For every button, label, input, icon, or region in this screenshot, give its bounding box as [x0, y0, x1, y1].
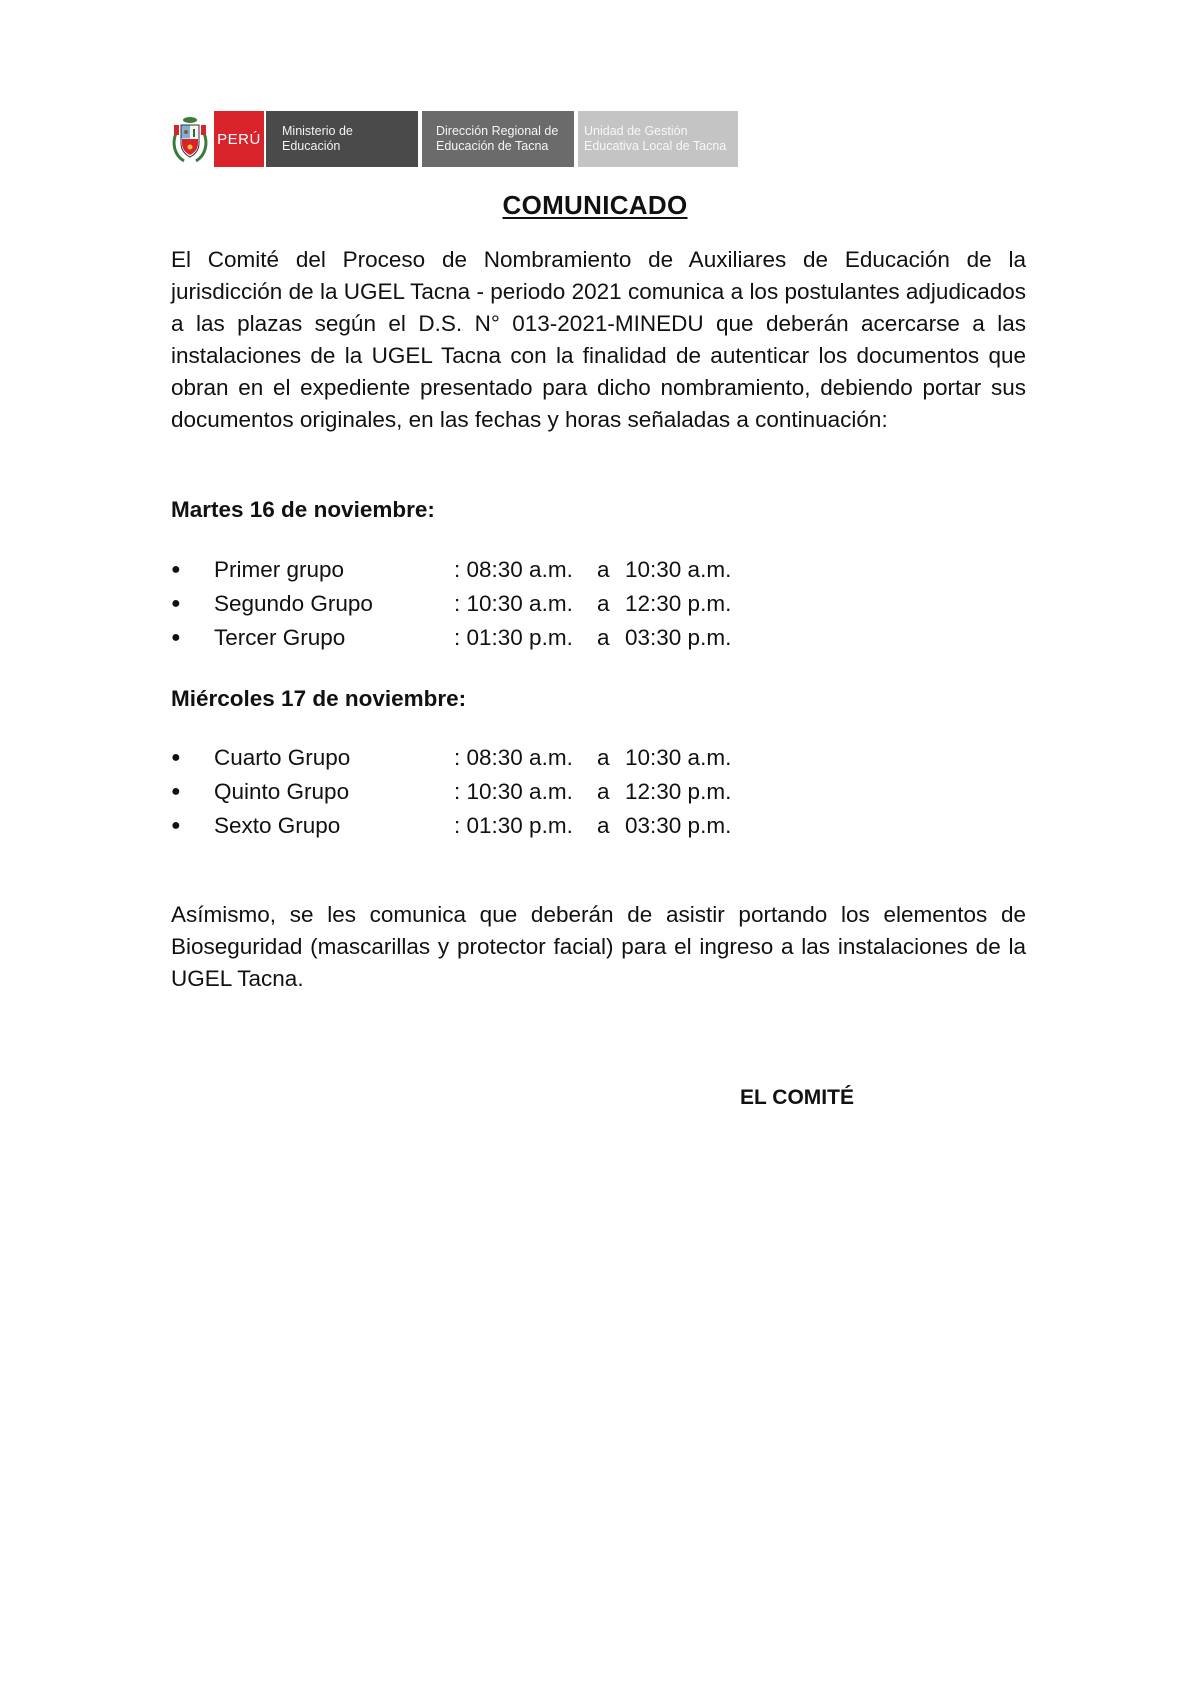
- ministerio-label: [266, 111, 418, 167]
- group-name: Tercer Grupo: [214, 625, 346, 650]
- time-to: 03:30 p.m.: [625, 813, 732, 838]
- group-name: Quinto Grupo: [214, 779, 350, 804]
- bullet-icon: ●: [171, 561, 181, 578]
- schedule-list-wednesday: [171, 741, 765, 843]
- time-separator: a: [597, 745, 610, 770]
- schedule-item: [171, 741, 765, 775]
- time-separator: a: [597, 557, 610, 582]
- intro-paragraph: El Comité del Proceso de Nombramiento de Auxiliares de Educación de la jurisdicción de la UGEL Tacna - periodo 2021 comunica a los postulantes adjudicados a las plazas según el D.S. N° 013-2021-MINEDU que deberán acercarse a las instalaciones de la UGEL Tacna con la finalidad de autenticar los documentos que obran en el expediente presentado para dicho nombramiento, debiendo portar sus documentos originales, en las fechas y horas señaladas a continuación:: [171, 247, 1026, 432]
- time-to: 10:30 a.m.: [625, 745, 732, 770]
- time-separator: a: [597, 813, 610, 838]
- time-to: 10:30 a.m.: [625, 557, 732, 582]
- time-to: 12:30 p.m.: [625, 779, 732, 804]
- direccion-line-2: Educación de Tacna: [436, 139, 549, 153]
- bullet-icon: ●: [171, 629, 181, 646]
- schedule-item: [171, 553, 765, 587]
- time-to: 03:30 p.m.: [625, 625, 732, 650]
- time-from: : 10:30 a.m.: [454, 779, 573, 804]
- unidad-label: [578, 111, 738, 167]
- time-separator: a: [597, 625, 610, 650]
- time-from: : 08:30 a.m.: [454, 745, 573, 770]
- schedule-item: [171, 809, 765, 843]
- direccion-label: [422, 111, 574, 167]
- signature: EL COMITÉ: [740, 1086, 854, 1109]
- time-to: 12:30 p.m.: [625, 591, 732, 616]
- group-name: Segundo Grupo: [214, 591, 373, 616]
- unidad-line-2: Educativa Local de Tacna: [584, 139, 727, 153]
- schedule-item: [171, 775, 765, 809]
- day-heading-wednesday: Miércoles 17 de noviembre:: [171, 686, 467, 711]
- schedule-item: [171, 621, 765, 655]
- bullet-icon: ●: [171, 783, 181, 800]
- day-heading-tuesday: Martes 16 de noviembre:: [171, 497, 435, 522]
- time-from: : 01:30 p.m.: [454, 813, 573, 838]
- peru-label: PERÚ: [214, 111, 264, 167]
- ministerio-line-2: Educación: [282, 139, 341, 153]
- group-name: Primer grupo: [214, 557, 345, 582]
- time-from: : 01:30 p.m.: [454, 625, 573, 650]
- closing-paragraph: Asímismo, se les comunica que deberán de asistir portando los elementos de Bioseguridad (mascarillas y protector facial) para el ingreso a las instalaciones de la UGEL Tacna.: [171, 902, 1026, 991]
- time-separator: a: [597, 779, 610, 804]
- group-name: Sexto Grupo: [214, 813, 341, 838]
- bullet-icon: ●: [171, 595, 181, 612]
- time-separator: a: [597, 591, 610, 616]
- direccion-line-1: Dirección Regional de: [436, 124, 559, 138]
- time-from: : 10:30 a.m.: [454, 591, 573, 616]
- letterhead: [170, 111, 738, 167]
- peru-coat-of-arms-icon: [170, 111, 210, 167]
- document-title: COMUNICADO: [502, 190, 688, 220]
- time-from: : 08:30 a.m.: [454, 557, 573, 582]
- schedule-item: [171, 587, 765, 621]
- bullet-icon: ●: [171, 817, 181, 834]
- ministerio-line-1: Ministerio de: [282, 124, 353, 138]
- schedule-list-tuesday: [171, 553, 765, 655]
- unidad-line-1: Unidad de Gestión: [584, 124, 688, 138]
- group-name: Cuarto Grupo: [214, 745, 351, 770]
- bullet-icon: ●: [171, 749, 181, 766]
